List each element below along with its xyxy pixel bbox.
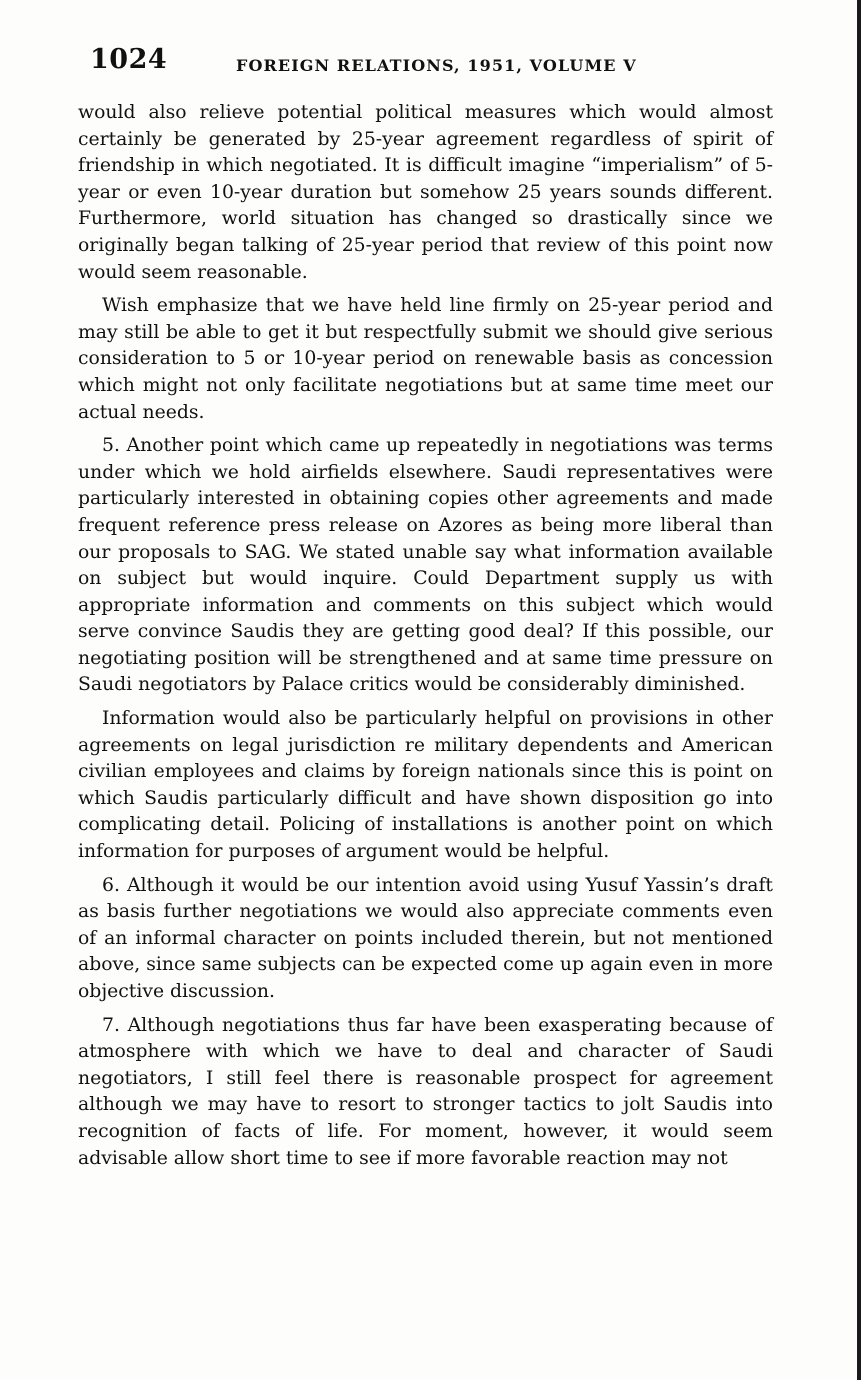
paragraph-item-6: 6. Although it would be our intention avoid using Yusuf Yassin’s draft as basis further negotiations we would also appreciate comments even of an informal character on points included therein, but not mentioned above, since same subjects can be expected come up again even in more objective discussion.: [78, 874, 773, 1002]
body-text: [78, 100, 773, 1179]
page-header: [90, 44, 790, 84]
paragraph-continued: would also relieve potential political measures which would almost certainly be generated by 25-year agreement regardless of spirit of friendship in which negotiated. It is difficult imagine “imperialism” of 5-year or even 10-year duration but somehow 25 years sounds different. Furthermore, world situation has changed so drastically since we originally began talking of 25-year period that review of this point now would seem reasonable.: [78, 102, 773, 283]
page-edge: [857, 0, 861, 1380]
paragraph-item-7: 7. Although negotiations thus far have been exasperating because of atmosphere with which we have to deal and character of Saudi negotiators, I still feel there is reasonable prospect for agreement although we may have to resort to stronger tactics to jolt Saudis into recognition of facts of life. For moment, however, it would seem advisable allow short time to see if more favorable reaction may not: [78, 1014, 773, 1169]
paragraph: Information would also be particularly helpful on provisions in other agreements on legal jurisdiction re military dependents and American civilian employees and claims by foreign nationals since this is point on which Saudis particularly difficult and have shown disposition go into complicating detail. Policing of installations is another point on which information for purposes of argument would be helpful.: [78, 708, 773, 863]
running-title: FOREIGN RELATIONS, 1951, VOLUME V: [236, 56, 637, 75]
paragraph-item-5: 5. Another point which came up repeatedly in negotiations was terms under which we hold airfields elsewhere. Saudi representatives were particularly interested in obtaining copies other agreements and made frequent reference press release on Azores as being more liberal than our proposals to SAG. We stated unable say what information available on subject but would inquire. Could Department supply us with appropriate information and comments on this subject which would serve convince Saudis they are getting good deal? If this possible, our negotiating position will be strengthened and at same time pressure on Saudi negotiators by Palace critics would be considerably diminished.: [78, 435, 773, 696]
paragraph: Wish emphasize that we have held line firmly on 25-year period and may still be able to get it but respectfully submit we should give serious consideration to 5 or 10-year period on renewable basis as concession which might not only facilitate negotiations but at same time meet our actual needs.: [78, 295, 773, 423]
page-number: 1024: [90, 44, 168, 75]
